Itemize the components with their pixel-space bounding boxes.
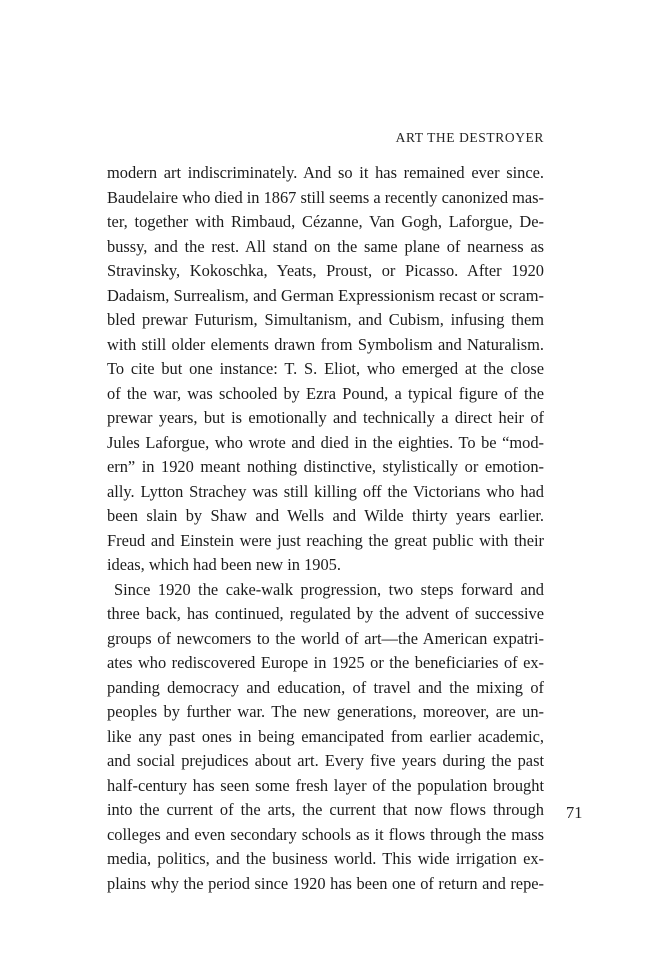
running-head: ART THE DESTROYER [395,130,544,145]
text-line: To cite but one instance: T. S. Eliot, who emerged at the close [107,359,544,378]
text-line: peoples by further war. The new generations, moreover, are un- [107,702,544,721]
page-number: 71 [566,803,583,822]
text-line: three back, has continued, regulated by the advent of successive [107,604,544,623]
text-line: Dadaism, Surrealism, and German Expressionism recast or scram- [107,285,544,305]
text-line: Baudelaire who died in 1867 still seems a recently canonized mas- [107,187,544,207]
text-line: been slain by Shaw and Wells and Wilde thirty years earlier. [107,506,544,525]
text-line: Freud and Einstein were just reaching the great public with their [107,530,544,550]
text-line: groups of newcomers to the world of art—the American expatri- [107,628,544,648]
text-line: Since 1920 the cake-walk progression, two steps forward and [114,579,544,599]
text-line: like any past ones in being emancipated from earlier academic, [107,726,544,746]
text-line: half-century has seen some fresh layer of the population brought [107,775,544,795]
text-line: Jules Laforgue, who wrote and died in the eighties. To be “mod- [107,432,544,452]
text-line: and social prejudices about art. Every five years during the past [107,751,544,770]
text-line: prewar years, but is emotionally and technically a direct heir of [107,408,544,427]
text-line: modern art indiscriminately. And so it has remained ever since. [107,163,544,182]
text-line: panding democracy and education, of travel and the mixing of [107,677,544,697]
text-line: bussy, and the rest. All stand on the same plane of nearness as [107,236,544,256]
text-line: Stravinsky, Kokoschka, Yeats, Proust, or Picasso. After 1920 [107,261,544,280]
text-line: bled prewar Futurism, Simultanism, and Cubism, infusing them [107,310,544,329]
text-line: ideas, which had been new in 1905. [107,555,341,574]
text-line: into the current of the arts, the current that now flows through [107,800,544,819]
text-line: of the war, was schooled by Ezra Pound, a typical figure of the [107,383,544,403]
text-line: plains why the period since 1920 has been one of return and repe- [107,873,544,893]
text-line: ter, together with Rimbaud, Cézanne, Van Gogh, Laforgue, De- [107,212,544,231]
text-line: ally. Lytton Strachey was still killing off the Victorians who had [107,481,544,501]
text-line: colleges and even secondary schools as it flows through the mass [107,824,544,844]
text-line: ern” in 1920 meant nothing distinctive, stylistically or emotion- [107,457,544,476]
text-line: with still older elements drawn from Symbolism and Naturalism. [107,334,544,354]
text-line: ates who rediscovered Europe in 1925 or the beneficiaries of ex- [107,653,544,672]
text-line: media, politics, and the business world. This wide irrigation ex- [107,849,544,868]
body-text [107,161,544,896]
